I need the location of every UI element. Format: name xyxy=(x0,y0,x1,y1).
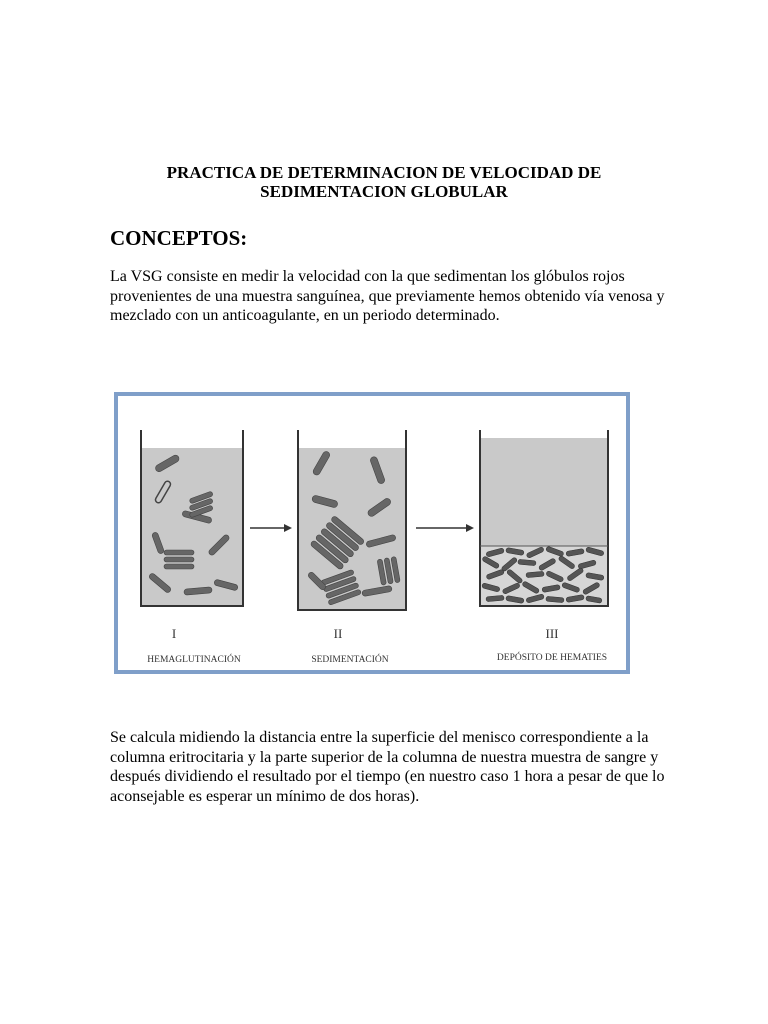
section-heading: CONCEPTOS: xyxy=(110,226,248,250)
tube-3 xyxy=(480,430,608,606)
paragraph-method: Se calcula midiendo la distancia entre la superficie del menisco correspondiente a la columna eritrocitaria y la parte superior de la columna de nuestra muestra de sangre y después dividiendo el resultado por el tiempo (en nuestro caso 1 hora a pesar de que lo aconsejable es esperar un mínimo de dos horas). xyxy=(110,729,665,805)
title-line-2: SEDIMENTACION GLOBULAR xyxy=(260,182,508,201)
stage-1-caption: HEMAGLUTINACIÓN xyxy=(147,655,241,665)
stage-1-numeral: I xyxy=(171,626,177,641)
stage-3-caption: DEPÓSITO DE HEMATIES xyxy=(496,653,608,663)
stage-2-caption: SEDIMENTACIÓN xyxy=(311,655,389,665)
stage-3-numeral: III xyxy=(545,626,559,641)
tube-3-plasma xyxy=(480,438,608,546)
title-line-1: PRACTICA DE DETERMINACION DE VELOCIDAD DE xyxy=(166,163,602,182)
document-title xyxy=(110,163,658,201)
tube-2 xyxy=(298,430,406,610)
sedimentation-figure xyxy=(114,392,630,674)
paragraph-intro: La VSG consiste en medir la velocidad con la que sedimentan los glóbulos rojos provenientes de una muestra sanguínea, que previamente hemos obtenido vía venosa y mezclado con un anticoagulante, en un periodo determinado. xyxy=(110,268,665,325)
stage-2-numeral: II xyxy=(333,626,343,641)
tube-1 xyxy=(141,430,243,606)
